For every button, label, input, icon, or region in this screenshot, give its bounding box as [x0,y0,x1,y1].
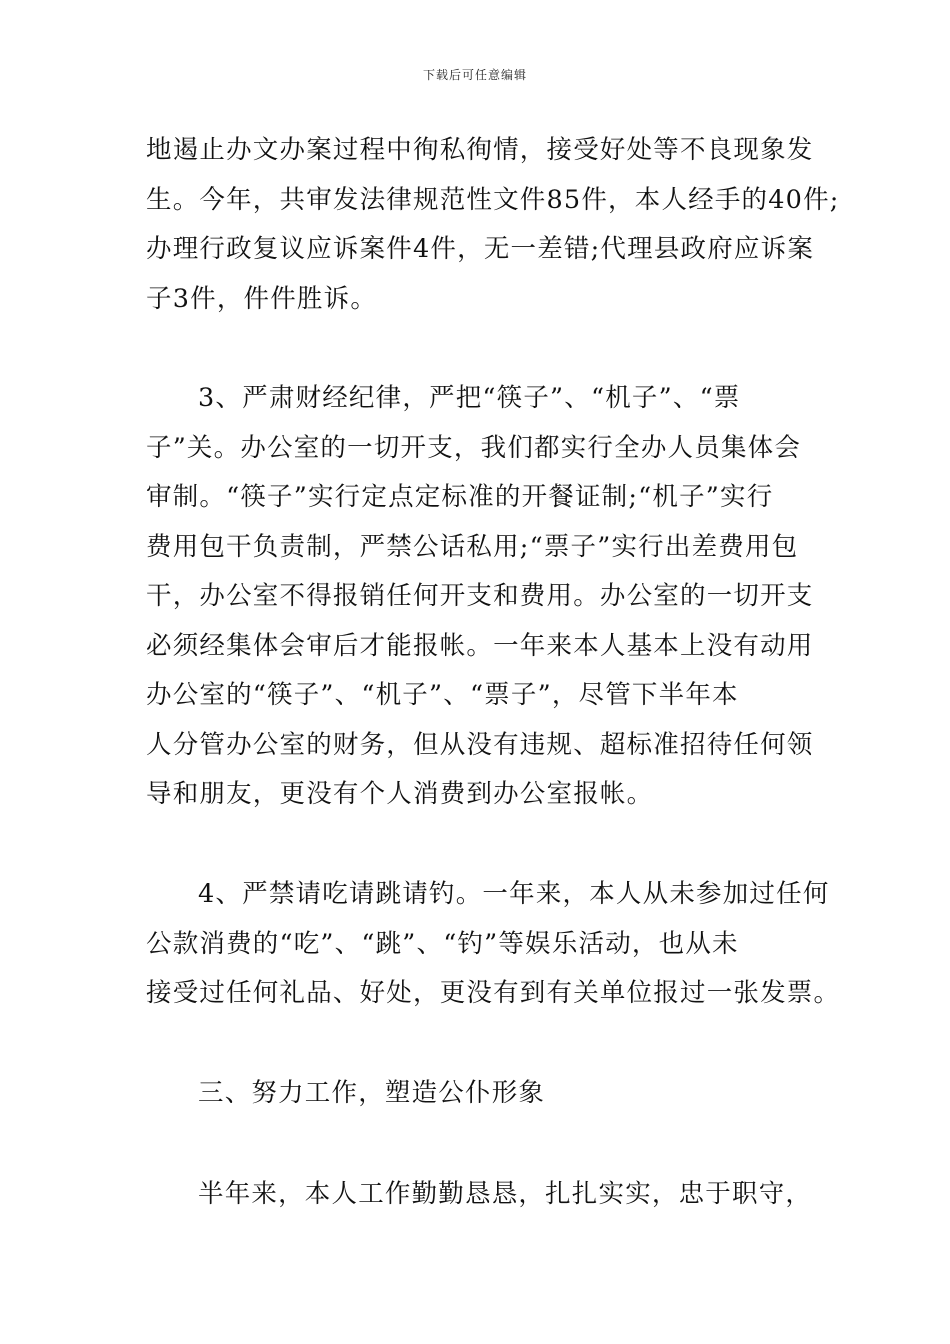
text-line: 干，办公室不得报销任何开支和费用。办公室的一切开支 [146,581,814,611]
text-line: 办公室的“筷子”、“机子”、“票子”，尽管下半年本 [146,680,739,710]
text-line: 审制。“筷子”实行定点定标准的开餐证制;“机子”实行 [146,482,774,512]
text-line: 生。今年，共审发法律规范性文件85件，本人经手的40件; [146,184,840,215]
section-heading [146,1069,816,1119]
header-note: 下载后可任意编辑 [422,68,527,82]
text-line: 半年来，本人工作勤勤恳恳，扎扎实实，忠于职守， [198,1179,813,1209]
text-line: 子”关。办公室的一切开支，我们都实行全办人员集体会 [146,432,802,463]
text-line: 4、严禁请吃请跳请钓。一年来，本人从未参加过任何 [198,879,830,909]
paragraph-continuation [146,126,840,324]
paragraph-no-entertainment [146,870,841,1019]
paragraph-financial-discipline [146,374,816,820]
text-line: 办理行政复议应诉案件4件，无一差错;代理县政府应诉案 [146,234,815,264]
text-line: 人分管办公室的财务，但从没有违规、超标准招待任何领 [146,729,814,760]
text-line: 费用包干负责制，严禁公话私用;“票子”实行出差费用包 [146,531,799,562]
text-line: 公款消费的“吃”、“跳”、“钓”等娱乐活动，也从未 [146,928,739,959]
text-line: 必须经集体会审后才能报帐。一年来本人基本上没有动用 [146,630,814,661]
paragraph-work-attitude [146,1170,816,1220]
heading-text: 三、努力工作，塑造公仆形象 [198,1078,546,1108]
text-line: 地遏止办文办案过程中徇私徇情，接受好处等不良现象发 [146,135,814,165]
text-line: 导和朋友，更没有个人消费到办公室报帐。 [146,779,654,809]
text-line: 接受过任何礼品、好处，更没有到有关单位报过一张发票。 [146,978,841,1008]
text-line: 3、严肃财经纪律，严把“筷子”、“机子”、“票 [198,383,741,413]
text-line: 子3件，件件胜诉。 [146,283,378,314]
